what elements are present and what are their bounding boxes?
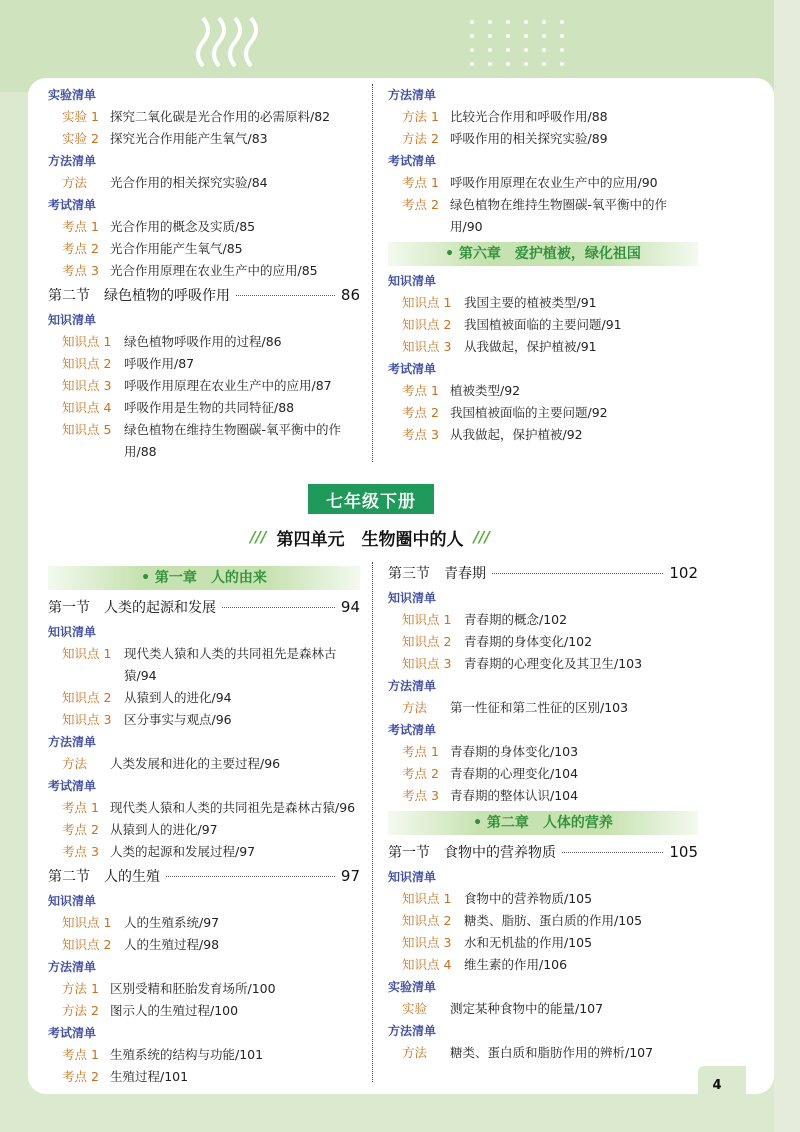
list-heading: 实验清单 (388, 980, 437, 994)
entry-text: 生殖系统的结构与功能/101 (110, 1047, 264, 1062)
toc-entry (388, 888, 698, 910)
toc-entry (48, 841, 360, 863)
toc-column-top-left (48, 84, 360, 463)
entry-text: 区别受精和胚胎发育场所/100 (110, 981, 276, 996)
toc-entry (388, 292, 698, 314)
entry-tag: 考点 3 (62, 844, 99, 859)
toc-entry (48, 687, 360, 709)
entry-text: 比较光合作用和呼吸作用/88 (450, 109, 608, 124)
wave-decoration (195, 14, 265, 74)
list-heading: 方法清单 (388, 679, 437, 693)
toc-entry (48, 1000, 360, 1022)
list-heading: 考试清单 (48, 1026, 97, 1040)
entry-text: 呼吸作用的相关探究实验/89 (450, 131, 608, 146)
entry-tag: 考点 3 (402, 427, 439, 442)
slash-decor-left: /// (250, 528, 267, 546)
list-heading: 知识清单 (388, 591, 437, 605)
entry-tag: 方法 2 (402, 131, 439, 146)
entry-tag: 方法 1 (402, 109, 439, 124)
dot (542, 34, 546, 38)
dot-leader (562, 852, 663, 853)
dot (506, 62, 510, 66)
toc-entry (388, 998, 698, 1020)
section-title (388, 560, 698, 587)
entry-text: 探究二氧化碳是光合作用的必需原料/82 (110, 109, 331, 124)
entry-tag: 考点 1 (62, 219, 99, 234)
section-name: 第二节 绿色植物的呼吸作用 (48, 288, 230, 304)
entry-text: 我国植被面临的主要问题/91 (464, 317, 622, 332)
grade-title: 七年级下册 (308, 484, 434, 514)
toc-column-top-right (388, 84, 698, 446)
section-page: 102 (669, 564, 698, 582)
entry-text: 青春期的身体变化/103 (450, 744, 579, 759)
entry-text: 糖类、蛋白质和脂肪作用的辨析/107 (450, 1045, 654, 1060)
entry-tag: 知识点 1 (402, 612, 452, 627)
entry-text: 青春期的身体变化/102 (464, 634, 593, 649)
entry-tag: 方法 (402, 700, 428, 715)
entry-text: 探究光合作用能产生氧气/83 (110, 131, 268, 146)
section-name: 第一节 人类的起源和发展 (48, 600, 216, 616)
dot (488, 48, 492, 52)
page-number: 4 (712, 1077, 722, 1093)
toc-entry (388, 106, 698, 128)
slash-decor-right: /// (473, 528, 490, 546)
entry-text: 青春期的整体认识/104 (450, 788, 579, 803)
entry-text: 我国植被面临的主要问题/92 (450, 405, 608, 420)
list-heading: 方法清单 (48, 960, 97, 974)
entry-tag: 考点 3 (402, 788, 439, 803)
toc-column-bottom-right (388, 560, 698, 1064)
entry-text: 绿色植物在维持生物圈碳-氧平衡中的作用/90 (450, 197, 668, 234)
entry-text: 从猿到人的进化/97 (110, 822, 218, 837)
dot (506, 20, 510, 24)
toc-entry (48, 819, 360, 841)
dot (524, 34, 528, 38)
toc-entry (388, 424, 698, 446)
section-name: 第三节 青春期 (388, 566, 486, 582)
entry-text: 糖类、脂肪、蛋白质的作用/105 (464, 913, 643, 928)
entry-text: 现代类人猿和人类的共同祖先是森林古猿/96 (110, 800, 356, 815)
entry-text: 区分事实与观点/96 (124, 712, 232, 727)
entry-text: 人类的起源和发展过程/97 (110, 844, 256, 859)
list-heading: 知识清单 (48, 894, 97, 908)
dot (488, 20, 492, 24)
toc-entry (388, 336, 698, 358)
toc-entry (388, 631, 698, 653)
toc-entry (48, 934, 360, 956)
entry-tag: 知识点 3 (62, 712, 112, 727)
entry-text: 测定某种食物中的能量/107 (450, 1001, 604, 1016)
dot (560, 34, 564, 38)
unit-title-text: 第四单元 生物圈中的人 (276, 529, 464, 550)
entry-text: 绿色植物呼吸作用的过程/86 (124, 334, 282, 349)
dot (524, 48, 528, 52)
entry-text: 图示人的生殖过程/100 (110, 1003, 239, 1018)
entry-tag: 知识点 3 (402, 656, 452, 671)
chapter-banner: • 第六章 爱护植被，绿化祖国 (388, 242, 698, 266)
dot-pattern (470, 20, 580, 80)
entry-tag: 知识点 2 (402, 634, 452, 649)
dot-leader (236, 295, 335, 296)
entry-text: 青春期的概念/102 (464, 612, 568, 627)
entry-tag: 知识点 3 (62, 378, 112, 393)
entry-text: 生殖过程/101 (110, 1069, 189, 1084)
toc-entry (48, 375, 360, 397)
page-edge (774, 0, 800, 1132)
section-title (388, 839, 698, 866)
section-page: 97 (340, 867, 360, 885)
toc-entry (48, 238, 360, 260)
entry-text: 从猿到人的进化/94 (124, 690, 232, 705)
entry-tag: 实验 1 (62, 109, 99, 124)
toc-entry (48, 419, 360, 463)
entry-tag: 知识点 1 (402, 295, 452, 310)
entry-tag: 知识点 1 (62, 915, 112, 930)
toc-entry (388, 194, 698, 238)
section-title (48, 282, 360, 309)
list-heading: 方法清单 (48, 735, 97, 749)
dot (470, 48, 474, 52)
entry-text: 光合作用的概念及实质/85 (110, 219, 256, 234)
section-page: 94 (340, 598, 360, 616)
toc-entry (388, 763, 698, 785)
list-heading: 知识清单 (48, 625, 97, 639)
list-heading: 知识清单 (388, 870, 437, 884)
section-page: 105 (669, 843, 698, 861)
list-heading: 考试清单 (48, 198, 97, 212)
entry-tag: 方法 1 (62, 981, 99, 996)
toc-entry (388, 172, 698, 194)
dot (542, 20, 546, 24)
entry-text: 从我做起，保护植被/92 (450, 427, 583, 442)
section-title (48, 863, 360, 890)
entry-text: 人类发展和进化的主要过程/96 (110, 756, 281, 771)
entry-tag: 知识点 1 (62, 334, 112, 349)
dot (488, 34, 492, 38)
dot (560, 20, 564, 24)
section-title (48, 594, 360, 621)
entry-text: 青春期的心理变化及其卫生/103 (464, 656, 643, 671)
toc-entry (48, 106, 360, 128)
list-heading: 知识清单 (48, 313, 97, 327)
toc-entry (388, 932, 698, 954)
entry-text: 我国主要的植被类型/91 (464, 295, 597, 310)
toc-entry (48, 260, 360, 282)
dot (470, 34, 474, 38)
dot-leader (166, 876, 335, 877)
entry-tag: 知识点 2 (62, 690, 112, 705)
section-page: 86 (340, 286, 360, 304)
entry-text: 维生素的作用/106 (464, 957, 568, 972)
entry-text: 光合作用原理在农业生产中的应用/85 (110, 263, 318, 278)
toc-entry (48, 331, 360, 353)
entry-tag: 考点 2 (402, 766, 439, 781)
entry-tag: 考点 1 (402, 175, 439, 190)
list-heading: 考试清单 (388, 723, 437, 737)
entry-tag: 知识点 3 (402, 339, 452, 354)
entry-tag: 考点 2 (62, 822, 99, 837)
section-name: 第二节 人的生殖 (48, 869, 160, 885)
toc-entry (388, 653, 698, 675)
entry-tag: 方法 2 (62, 1003, 99, 1018)
entry-tag: 考点 2 (62, 1069, 99, 1084)
entry-tag: 知识点 2 (62, 937, 112, 952)
toc-entry (48, 397, 360, 419)
toc-entry (388, 741, 698, 763)
entry-tag: 知识点 1 (402, 891, 452, 906)
list-heading: 考试清单 (388, 154, 437, 168)
list-heading: 知识清单 (388, 274, 437, 288)
entry-text: 从我做起，保护植被/91 (464, 339, 597, 354)
entry-tag: 考点 1 (402, 383, 439, 398)
toc-entry (388, 1042, 698, 1064)
entry-text: 水和无机盐的作用/105 (464, 935, 593, 950)
toc-entry (388, 954, 698, 976)
list-heading: 考试清单 (48, 779, 97, 793)
toc-entry (388, 785, 698, 807)
entry-tag: 考点 2 (402, 197, 439, 212)
entry-tag: 知识点 4 (62, 400, 112, 415)
entry-text: 青春期的心理变化/104 (450, 766, 579, 781)
entry-tag: 考点 2 (62, 241, 99, 256)
toc-entry (388, 697, 698, 719)
toc-entry (48, 128, 360, 150)
toc-entry (48, 709, 360, 731)
dot-leader (492, 573, 663, 574)
entry-text: 现代类人猿和人类的共同祖先是森林古猿/94 (124, 646, 337, 683)
entry-text: 第一性征和第二性征的区别/103 (450, 700, 629, 715)
dot (524, 62, 528, 66)
entry-text: 呼吸作用/87 (124, 356, 195, 371)
toc-entry (388, 609, 698, 631)
list-heading: 方法清单 (48, 154, 97, 168)
toc-entry (48, 797, 360, 819)
entry-tag: 知识点 3 (402, 935, 452, 950)
entry-tag: 知识点 5 (62, 422, 112, 437)
toc-entry (388, 128, 698, 150)
toc-entry (48, 216, 360, 238)
entry-tag: 方法 (62, 756, 88, 771)
entry-tag: 考点 2 (402, 405, 439, 420)
entry-text: 绿色植物在维持生物圈碳-氧平衡中的作用/88 (124, 422, 342, 459)
dot (524, 20, 528, 24)
section-name: 第一节 食物中的营养物质 (388, 845, 556, 861)
column-divider-top (372, 84, 373, 462)
toc-entry (388, 402, 698, 424)
toc-entry (388, 314, 698, 336)
list-heading: 考试清单 (388, 362, 437, 376)
unit-title (210, 524, 530, 550)
toc-column-bottom-left (48, 562, 360, 1088)
toc-entry (48, 172, 360, 194)
entry-tag: 实验 2 (62, 131, 99, 146)
entry-text: 食物中的营养物质/105 (464, 891, 593, 906)
entry-text: 呼吸作用原理在农业生产中的应用/90 (450, 175, 658, 190)
chapter-banner: • 第一章 人的由来 (48, 566, 360, 590)
dot (506, 48, 510, 52)
entry-tag: 考点 3 (62, 263, 99, 278)
entry-text: 光合作用能产生氧气/85 (110, 241, 243, 256)
dot (560, 48, 564, 52)
entry-tag: 知识点 2 (402, 913, 452, 928)
dot-leader (222, 607, 335, 608)
entry-text: 人的生殖过程/98 (124, 937, 220, 952)
dot (542, 62, 546, 66)
entry-tag: 知识点 2 (62, 356, 112, 371)
dot (506, 34, 510, 38)
toc-entry (388, 910, 698, 932)
toc-entry (48, 643, 360, 687)
entry-tag: 知识点 2 (402, 317, 452, 332)
toc-entry (48, 1044, 360, 1066)
entry-tag: 方法 (62, 175, 88, 190)
list-heading: 实验清单 (48, 88, 97, 102)
toc-entry (48, 912, 360, 934)
entry-text: 呼吸作用原理在农业生产中的应用/87 (124, 378, 332, 393)
dot (470, 62, 474, 66)
list-heading: 方法清单 (388, 88, 437, 102)
column-divider-bottom (372, 562, 373, 1082)
toc-entry (48, 978, 360, 1000)
entry-tag: 考点 1 (62, 1047, 99, 1062)
entry-text: 呼吸作用是生物的共同特征/88 (124, 400, 295, 415)
entry-text: 人的生殖系统/97 (124, 915, 220, 930)
list-heading: 方法清单 (388, 1024, 437, 1038)
toc-entry (48, 353, 360, 375)
entry-tag: 方法 (402, 1045, 428, 1060)
toc-entry (388, 380, 698, 402)
toc-entry (48, 1066, 360, 1088)
dot (542, 48, 546, 52)
toc-entry (48, 753, 360, 775)
dot (560, 62, 564, 66)
dot (470, 20, 474, 24)
entry-tag: 实验 (402, 1001, 428, 1016)
dot (488, 62, 492, 66)
entry-tag: 知识点 1 (62, 646, 112, 661)
entry-tag: 考点 1 (402, 744, 439, 759)
entry-tag: 知识点 4 (402, 957, 452, 972)
entry-text: 植被类型/92 (450, 383, 521, 398)
entry-text: 光合作用的相关探究实验/84 (110, 175, 268, 190)
entry-tag: 考点 1 (62, 800, 99, 815)
chapter-banner: • 第二章 人体的营养 (388, 811, 698, 835)
